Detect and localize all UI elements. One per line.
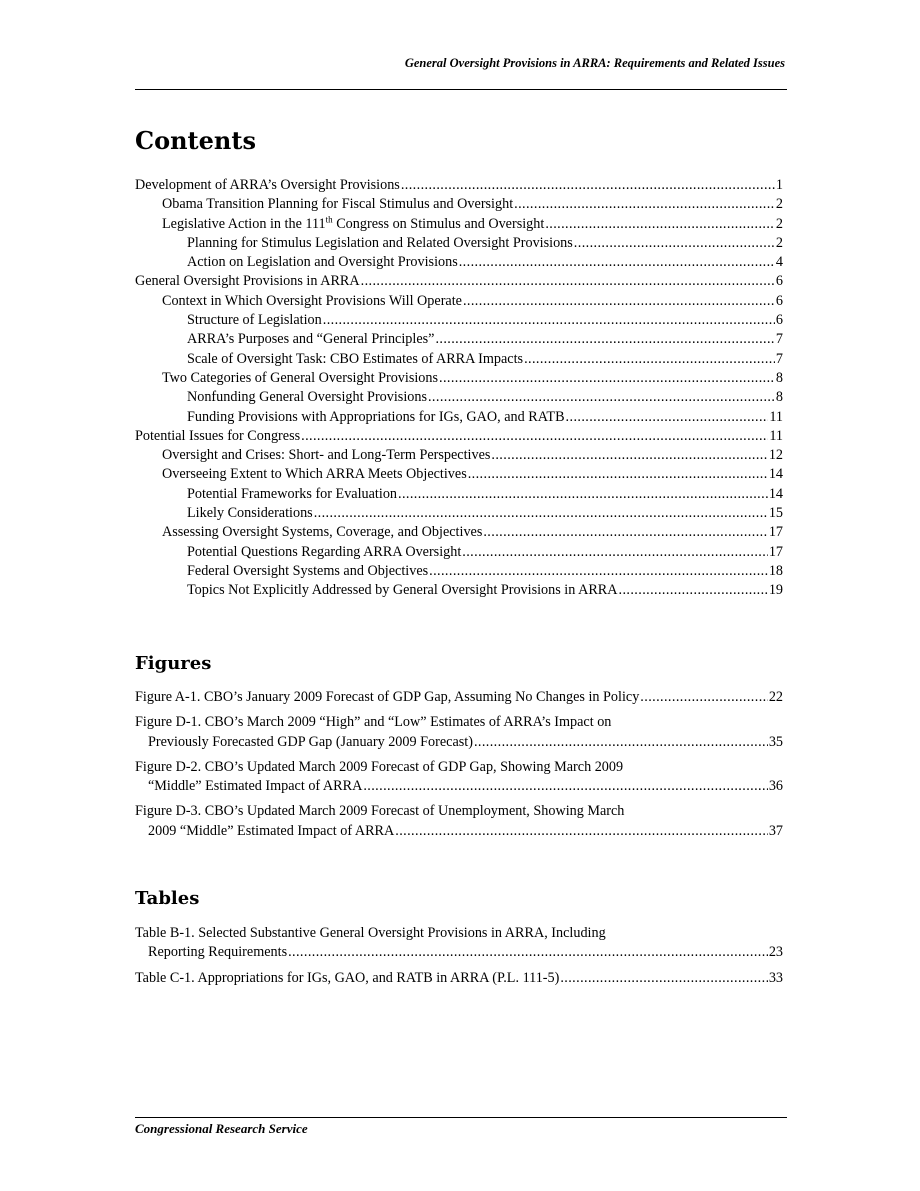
figures-heading: Figures xyxy=(135,653,212,674)
toc-entry[interactable]: Two Categories of General Oversight Provisions ..... 8 xyxy=(135,369,783,388)
figure-entry[interactable]: Figure D-1. CBO’s March 2009 “High” and “Low” Estimates of ARRA’s Impact on Previously Forecasted GDP Gap (January 2009 Forecast) ..... 35 xyxy=(135,713,783,752)
toc-entry[interactable]: ARRA’s Purposes and “General Principles” ..... 7 xyxy=(135,330,783,349)
figure-entry[interactable]: Figure D-2. CBO’s Updated March 2009 Forecast of GDP Gap, Showing March 2009 “Middle” Estimated Impact of ARRA ..... 36 xyxy=(135,758,783,797)
figure-entry[interactable]: Figure A-1. CBO’s January 2009 Forecast of GDP Gap, Assuming No Changes in Policy ..... 22 xyxy=(135,688,783,707)
tables-heading: Tables xyxy=(135,888,200,909)
toc-entry[interactable]: Development of ARRA’s Oversight Provisions ..... 1 xyxy=(135,176,783,195)
toc-entry[interactable]: Obama Transition Planning for Fiscal Stimulus and Oversight ..... 2 xyxy=(135,195,783,214)
contents-list xyxy=(135,176,783,601)
toc-entry[interactable]: Oversight and Crises: Short- and Long-Term Perspectives ..... 12 xyxy=(135,446,783,465)
tables-list xyxy=(135,924,783,988)
toc-entry[interactable]: Topics Not Explicitly Addressed by General Oversight Provisions in ARRA ..... 19 xyxy=(135,581,783,600)
header-divider xyxy=(135,89,787,90)
toc-entry[interactable]: Federal Oversight Systems and Objectives ..... 18 xyxy=(135,562,783,581)
figure-entry[interactable]: Figure D-3. CBO’s Updated March 2009 Forecast of Unemployment, Showing March 2009 “Middle” Estimated Impact of ARRA ..... 37 xyxy=(135,802,783,841)
toc-entry[interactable]: Scale of Oversight Task: CBO Estimates of ARRA Impacts ..... 7 xyxy=(135,350,783,369)
running-header: General Oversight Provisions in ARRA: Requirements and Related Issues xyxy=(404,56,785,70)
toc-entry[interactable]: Legislative Action in the 111th Congress on Stimulus and Oversight ..... 2 xyxy=(135,215,783,234)
toc-entry[interactable]: Overseeing Extent to Which ARRA Meets Objectives ..... 14 xyxy=(135,465,783,484)
toc-entry[interactable]: Action on Legislation and Oversight Provisions ..... 4 xyxy=(135,253,783,272)
table-entry[interactable]: Table B-1. Selected Substantive General Oversight Provisions in ARRA, Including Reporting Requirements ..... 23 xyxy=(135,924,783,963)
footer-text: Congressional Research Service xyxy=(135,1121,308,1136)
footer-divider xyxy=(135,1117,787,1118)
toc-entry[interactable]: Nonfunding General Oversight Provisions ..... 8 xyxy=(135,388,783,407)
toc-entry[interactable]: Assessing Oversight Systems, Coverage, and Objectives ..... 17 xyxy=(135,523,783,542)
toc-entry[interactable]: Potential Questions Regarding ARRA Oversight ..... 17 xyxy=(135,543,783,562)
toc-entry[interactable]: Likely Considerations ..... 15 xyxy=(135,504,783,523)
figures-list xyxy=(135,688,783,841)
table-entry[interactable]: Table C-1. Appropriations for IGs, GAO, and RATB in ARRA (P.L. 111-5) ..... 33 xyxy=(135,969,783,988)
toc-entry[interactable]: General Oversight Provisions in ARRA ..... 6 xyxy=(135,272,783,291)
contents-heading: Contents xyxy=(135,126,256,155)
toc-entry[interactable]: Funding Provisions with Appropriations for IGs, GAO, and RATB ..... 11 xyxy=(135,408,783,427)
toc-entry[interactable]: Planning for Stimulus Legislation and Related Oversight Provisions ..... 2 xyxy=(135,234,783,253)
toc-entry[interactable]: Potential Issues for Congress ..... 11 xyxy=(135,427,783,446)
toc-entry[interactable]: Potential Frameworks for Evaluation ..... 14 xyxy=(135,485,783,504)
toc-entry[interactable]: Structure of Legislation ..... 6 xyxy=(135,311,783,330)
toc-entry[interactable]: Context in Which Oversight Provisions Will Operate ..... 6 xyxy=(135,292,783,311)
